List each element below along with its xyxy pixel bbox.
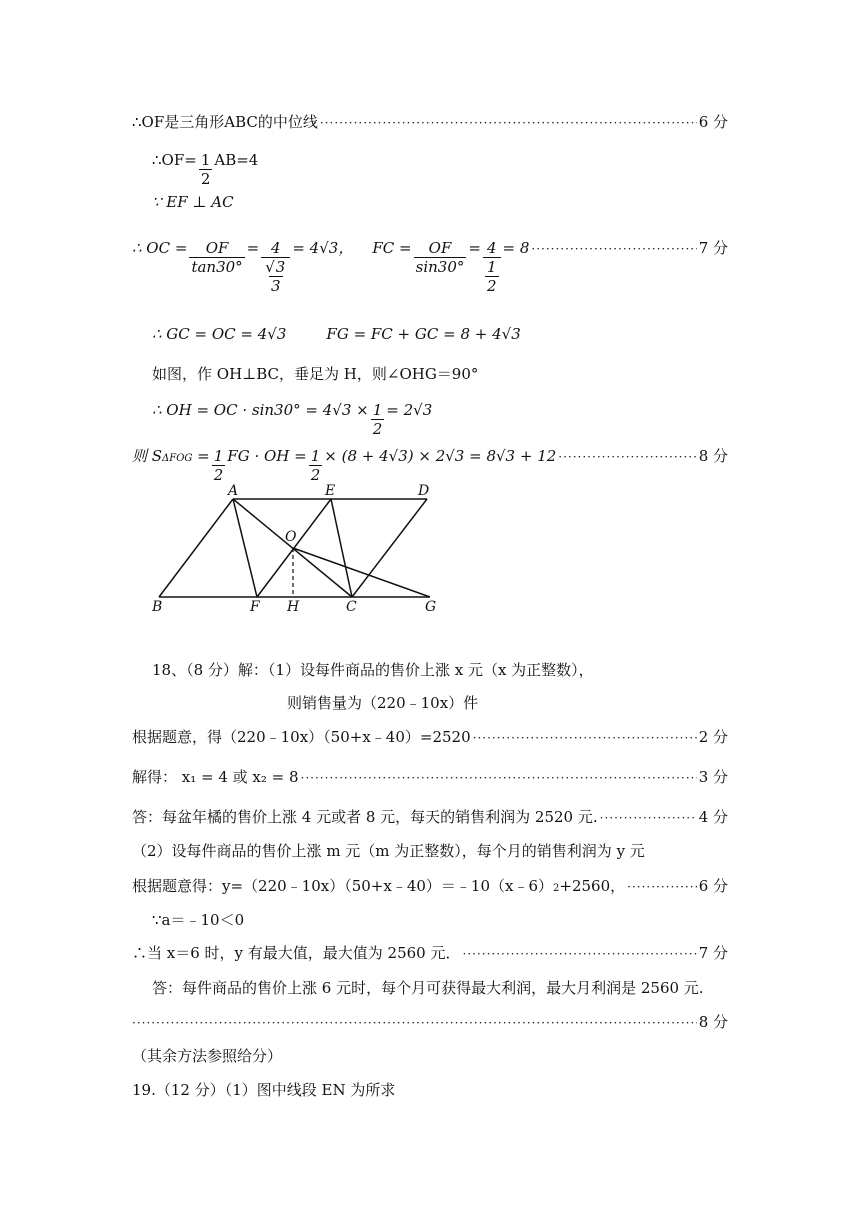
statement-text: ∵a＝﹣10＜0 [152,911,245,929]
superscript: 2 [553,883,560,894]
frac-num: 4 [486,239,497,257]
nested-num: √3 [265,258,286,276]
line-q19-header [132,1080,728,1100]
score-points: 8 分 [698,1013,728,1031]
score-points: 7 分 [698,239,728,257]
label-b: B [152,599,163,615]
nested-den: 2 [486,277,497,295]
frac-num: OF [428,239,452,257]
score-points: 6 分 [698,877,728,895]
frac-den: tan30° [191,258,243,276]
statement-text: ∵ EF ⊥ AC [152,193,234,211]
leader-dots [600,808,697,828]
frac-num: 1 [310,447,321,465]
line-q18-coef [152,910,728,930]
leader-dots [463,944,697,964]
equals-sign: = [192,447,210,465]
label-f: F [250,599,260,615]
expr-mid: FG · OH = [227,447,307,465]
expr-oc: ∴ OC = [132,239,188,257]
line-q18-part2 [132,841,728,861]
leader-dots [301,768,697,788]
frac-den: 2 [372,420,383,438]
line-q18-answer1 [132,807,728,828]
frac-num: 1 [372,401,383,419]
frac-num: OF [205,239,229,257]
label-o: O [285,529,297,545]
statement-text: ∴OF是三角形ABC的中位线 [132,113,318,131]
score-points: 6 分 [698,113,728,131]
expr-result-fc: = 8 [502,239,530,257]
score-points: 7 分 [698,944,728,962]
score-points: 2 分 [698,728,728,746]
equals-sign: = [468,239,481,257]
frac-den: sin30° [415,258,465,276]
line-q18-answer2 [152,978,728,998]
line-q18-max [132,943,728,964]
expr-post: = 2√3 [386,401,433,419]
statement-text: 则销售量为（220﹣10x）件 [287,694,479,712]
label-a: A [228,483,239,499]
expr-pre: ∴OF= [152,151,197,169]
line-q18-points8 [132,1012,728,1033]
score-points: 3 分 [698,768,728,786]
expr-pre: 则 S [132,447,163,465]
line-q18-function [132,876,728,899]
statement-post: +2560， [559,877,626,895]
nested-den: 3 [271,277,281,295]
label-c: C [346,599,357,615]
score-points: 8 分 [698,447,728,465]
statement-text: 根据题意得：y=（220﹣10x）（50+x﹣40）＝﹣10（x﹣6） [132,877,554,895]
statement-text: 18、（8 分）解：（1）设每件商品的售价上涨 x 元（x 为正整数）， [152,661,594,679]
nested-num: 1 [486,258,497,276]
frac-den: 2 [310,466,321,484]
line-other-methods [132,1046,728,1066]
leader-dots [627,877,697,897]
subscript-fog: ΔFOG [162,453,193,464]
score-points: 4 分 [698,808,728,826]
line-q18-volume [287,693,727,713]
expr-post: × (8 + 4√3) × 2√3 = 8√3 + 12 [324,447,557,465]
expr-pre: ∴ OH = OC · sin30° = 4√3 × [152,401,369,419]
statement-text: 解得： x₁ = 4 或 x₂ = 8 [132,768,299,786]
statement-text: 答：每盆年橘的售价上涨 4 元或者 8 元，每天的销售利润为 2520 元. [132,808,598,826]
line-q18-header [152,660,728,680]
statement-text: （其余方法参照给分） [132,1047,283,1065]
expr-result-oc: = 4√3 [292,239,339,257]
leader-dots [473,728,697,748]
segment-ab [159,499,233,597]
statement-text: 如图，作 OH⊥BC，垂足为 H，则∠OHG＝90° [152,365,479,383]
expr-fc: ， FC = [338,239,412,257]
radicand: 3 [275,258,286,276]
statement-text: 19.（12 分）（1）图中线段 EN 为所求 [132,1081,396,1099]
statement-text: ∴当 x＝6 时，y 有最大值，最大值为 2560 元． [132,944,461,962]
statement-text: 根据题意，得（220﹣10x）（50+x﹣40）=2520 [132,728,471,746]
equals-sign: = [246,239,260,257]
line-q18-solution [132,767,728,788]
label-g: G [425,599,437,615]
segment-af [233,499,257,597]
leader-dots [132,1013,697,1033]
statement-text: 答：每件商品的售价上涨 6 元时，每个月可获得最大利润，最大月利润是 2560 元. [152,979,704,997]
line-q18-equation [132,727,728,748]
expr-gc: ∴ GC = OC = 4√3 [152,325,287,343]
segment-og [293,548,430,597]
frac-num: 1 [200,151,211,169]
frac-den: 2 [213,466,224,484]
frac-den: 2 [200,170,211,188]
label-e: E [325,483,336,499]
label-h: H [287,599,300,615]
statement-text: （2）设每件商品的售价上涨 m 元（m 为正整数），每个月的销售利润为 y 元 [132,842,645,860]
label-d: D [418,483,430,499]
frac-num: 4 [271,239,281,257]
frac-num: 1 [213,447,224,465]
expr-post: AB=4 [214,151,259,169]
expr-fg: FG = FC + GC = 8 + 4√3 [326,325,521,343]
